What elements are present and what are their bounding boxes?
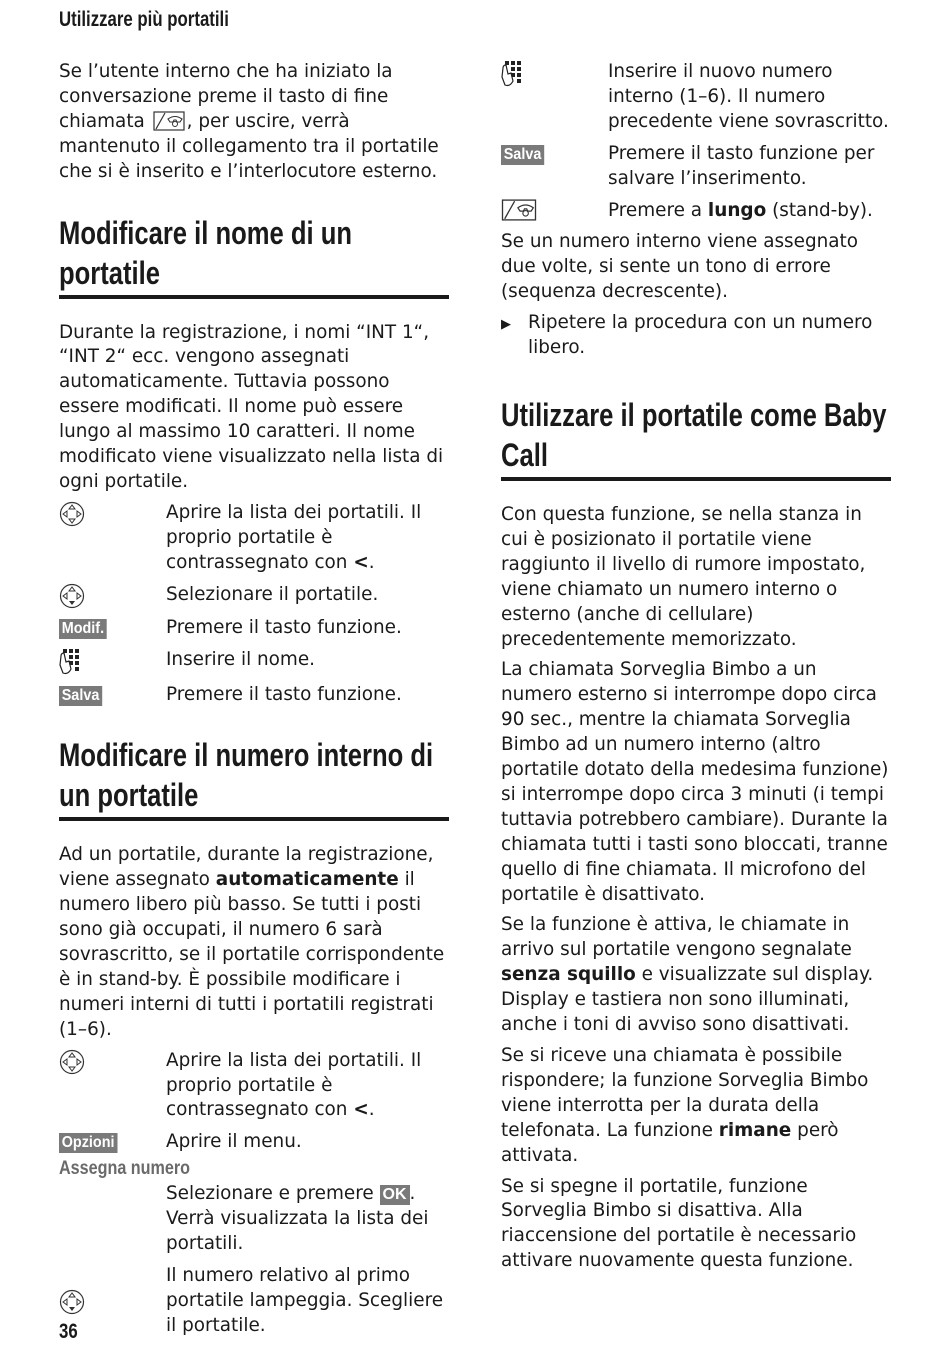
softkey-save[interactable]: Salva [501, 145, 544, 165]
baby-call-p2: La chiamata Sorveglia Bimbo a un numero esterno si interrompe dopo circa 90 sec., mentre la chiamata Sorveglia Bimbo ad un numero interno (altro portatile dotato della medesima funzione) si interrompe dopo circa 3 minuti (i tempi tuttavia potrebbero cambiare). Durante la chiamata tutti i tasti sono bloccati, tranne quello di fine chiamata. Il microfono del portatile è disattivato. [501, 659, 889, 905]
step-long-press: Premere a lungo (stand-by). [501, 199, 891, 224]
section-heading-baby-call: Utilizzare il portatile come Baby Call [501, 395, 891, 481]
softkey-ok[interactable]: OK [380, 1185, 410, 1205]
error-note: Se un numero interno viene assegnato due volte, si sente un tono di errore (sequenza decrescente). [501, 231, 859, 303]
navigation-key-icon [59, 1289, 166, 1315]
softkey-options[interactable]: Opzioni [59, 1133, 117, 1153]
menu-item-assign-number[interactable]: Assegna numero [59, 1158, 191, 1180]
page-number: 36 [59, 1320, 78, 1343]
step-select-ok: Selezionare e premere OK . Verrà visualizzata la lista dei portatili. [166, 1183, 429, 1254]
step-open-list: Aprire la lista dei portatili. Il proprio portatile è contrassegnato con <. [59, 501, 449, 576]
rename-body: Durante la registrazione, i nomi “INT 1“, “INT 2“ ecc. vengono assegnati automaticamente. Tuttavia possono essere modificati. Il nome può essere lungo al massimo 10 caratteri. Il nome modificato viene visualizzato nella lista di ogni portatile. [59, 321, 444, 492]
section-heading-rename: Modificare il nome di un portatile [59, 213, 449, 299]
baby-call-p1: Con questa funzione, se nella stanza in cui è posizionato il portatile viene raggiunto il livello di rumore impostato, viene chiamato un numero interno o esterno (anche di cellulare) precedentemente memorizzato. [501, 503, 866, 650]
baby-call-p5: Se si spegne il portatile, funzione Sorveglia Bimbo si disattiva. Alla riaccensione del portatile è necessario attivare nuovamente questa funzione. [501, 1175, 857, 1272]
navigation-key-icon [59, 583, 166, 609]
right-column [501, 60, 891, 1280]
left-column [59, 60, 449, 1346]
step-enter-number: Inserire il nuovo numero interno (1–6). Il numero precedente viene sovrascritto. [501, 60, 891, 135]
section-heading-internal-number: Modificare il numero interno di un portatile [59, 735, 449, 821]
step-open-list-2: Aprire la lista dei portatili. Il proprio portatile è contrassegnato con <. [59, 1049, 449, 1124]
running-head: Utilizzare più portatili [59, 8, 229, 31]
bullet-item: ▶ Ripetere la procedura con un numero libero. [501, 311, 891, 361]
intro-paragraph [59, 60, 449, 185]
step-save-number: Salva Premere il tasto funzione per salvare l’inserimento. [501, 142, 891, 192]
intro-text: Se l’utente interno che ha iniziato la conversazione preme il tasto di fine chiamata [59, 61, 393, 132]
softkey-save[interactable]: Salva [59, 686, 102, 706]
intro-tail: , per uscire, verrà mantenuto il collegamento tra il portatile che si è inserito e l’interlocutore esterno. [59, 110, 439, 182]
baby-call-p4: Se si riceve una chiamata è possibile rispondere; la funzione Sorveglia Bimbo viene interrotta per la durata della telefonata. La funzione rimane però attivata. [501, 1045, 869, 1166]
triangle-bullet-icon: ▶ [501, 317, 511, 333]
step-blink: Il numero relativo al primo portatile lampeggia. Scegliere il portatile. [59, 1264, 449, 1339]
keypad-icon [501, 60, 608, 88]
end-call-icon [501, 199, 608, 221]
softkey-modif[interactable]: Modif. [59, 619, 107, 639]
end-call-icon [153, 111, 185, 131]
navigation-key-icon [59, 501, 166, 527]
baby-call-p3: Se la funzione è attiva, le chiamate in arrivo sul portatile vengono segnalate senza squillo e visualizzate sul display. Display e tastiera non sono illuminati, anche i toni di avviso sono disattivati. [501, 914, 874, 1036]
step-options: Opzioni Aprire il menu. [59, 1130, 449, 1155]
step-modif: Modif. Premere il tasto funzione. [59, 616, 449, 641]
step-save: Salva Premere il tasto funzione. [59, 683, 449, 708]
navigation-key-icon [59, 1049, 166, 1075]
step-enter-name: Inserire il nome. [59, 648, 449, 676]
keypad-icon [59, 648, 166, 676]
step-select-handset: Selezionare il portatile. [59, 583, 449, 609]
internal-number-body: Ad un portatile, durante la registrazione, viene assegnato automaticamente il numero libero più basso. Se tutti i posti sono già occupati, il numero 6 sarà sovrascritto, se il portatile corrispondente è in stand-by. È possibile modificare i numeri interni di tutti i portatili registrati (1–6). [59, 844, 445, 1040]
